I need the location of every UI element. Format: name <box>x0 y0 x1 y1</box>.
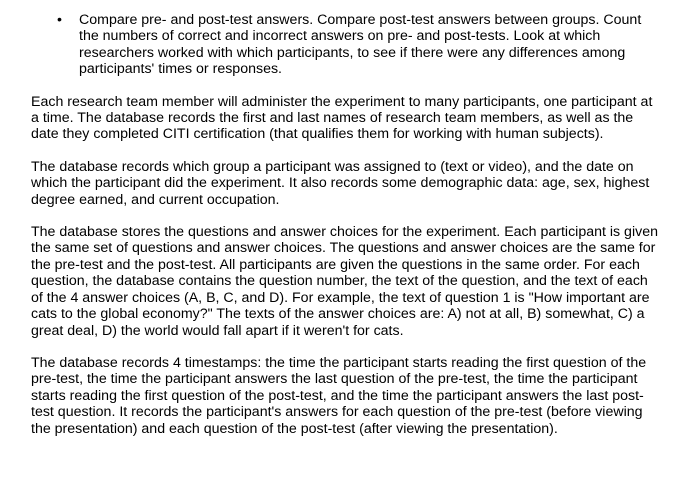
paragraph-research-team: Each research team member will administer the experiment to many participants, one participant at a time. The database records the first and last names of research team members, as well as the date they completed CITI certification (that qualifies them for working with human subjects). <box>31 93 653 143</box>
bullet-text: Compare pre- and post-test answers. Compare post-test answers between groups. Count the numbers of correct and incorrect answers on pre- and post-tests. Look at which researchers worked with which participants, to see if there were any differences among participants' times or responses. <box>79 12 642 78</box>
bullet-item-compare-answers <box>31 12 661 78</box>
paragraph-questions: The database stores the questions and answer choices for the experiment. Each participant is given the same set of questions and answer choices. The questions and answer choices are the same for the pre-test and the post-test. All participants are given the questions in the same order. For each question, the database contains the question number, the text of the question, and the text of each of the 4 answer choices (A, B, C, and D). For example, the text of question 1 is "How important are cats to the global economy?" The texts of the answer choices are: A) not at all, B) somewhat, C) a great deal, D) the world would fall apart if it weren't for cats. <box>31 224 658 339</box>
paragraph-timestamps: The database records 4 timestamps: the time the participant starts reading the first question of the pre-test, the time the participant answers the last question of the pre-test, the time the participant starts reading the first question of the post-test, and the time the participant answers the last post-test question. It records the participant's answers for each question of the pre-test (before viewing the presentation) and each question of the post-test (after viewing the presentation). <box>31 354 647 437</box>
bullet-list <box>31 12 661 78</box>
bullet-dot-icon: • <box>57 12 62 28</box>
document-body <box>31 12 661 437</box>
paragraph-participant-group: The database records which group a participant was assigned to (text or video), and the date on which the participant did the experiment. It also records some demographic data: age, sex, highest degree earned, and current occupation. <box>31 158 650 208</box>
